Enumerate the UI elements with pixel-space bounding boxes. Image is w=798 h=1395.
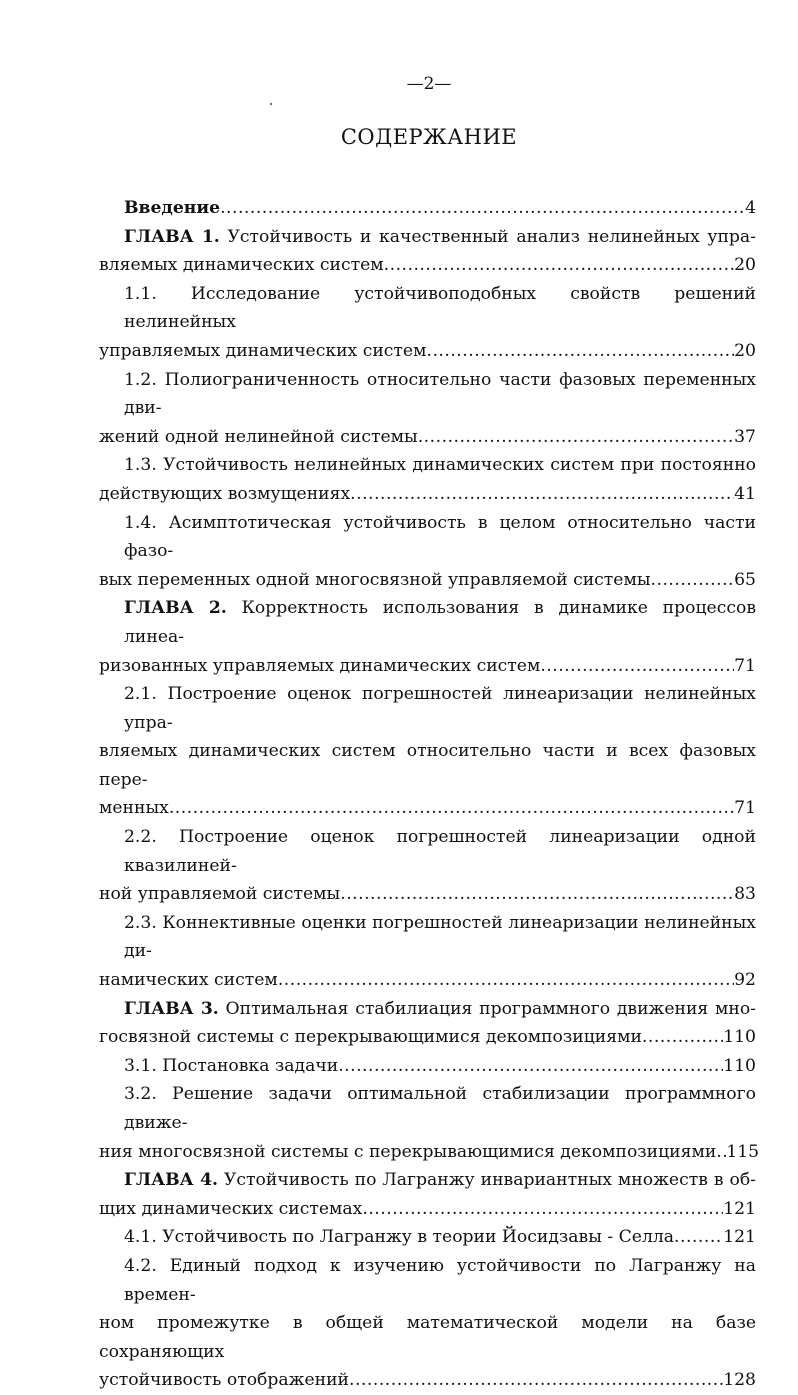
table-of-contents [99,194,760,1395]
toc-entry[interactable] [99,680,756,823]
page-ref: 20 [734,255,756,276]
entry-last-line: намических систем [99,970,278,991]
page-ref: 83 [734,884,756,905]
dot-leader [220,194,745,223]
entry-last-line: 3.1. Постановка задачи [124,1055,339,1076]
dot-leader [674,1223,723,1252]
toc-entry[interactable] [99,223,756,280]
entry-last-line: щих динамических системах [99,1198,363,1219]
page-ref: 20 [734,340,756,361]
entry-text: 4.2. Единый подход к изучению устойчивости по Лагранжу на времен- [124,1255,756,1305]
scan-speck [270,103,272,105]
dot-leader [651,566,735,595]
dot-leader [384,251,734,280]
page-ref: 110 [723,1027,756,1048]
entry-last-line: действующих возмущениях [99,483,351,504]
entry-text: 1.2. Полиограниченность относительно части фазовых переменных дви- [124,369,756,419]
dot-leader [340,880,734,909]
toc-entry[interactable] [99,909,756,995]
page-ref: 71 [734,655,756,676]
entry-text: вляемых динамических систем относительно части и всех фазовых пере- [99,741,756,790]
toc-entry[interactable] [99,194,756,223]
page-ref: 121 [723,1227,756,1248]
page-ref: 115 [726,1141,760,1162]
toc-entry[interactable] [99,1223,756,1252]
dot-leader [418,423,734,452]
entry-last-line: устойчивость отображений [99,1370,349,1391]
entry-text: 1.1. Исследование устойчивоподобных свойств решений нелинейных [124,283,756,333]
toc-entry[interactable] [99,509,756,595]
toc-entry[interactable] [99,1252,756,1395]
chapter-label: ГЛАВА 2. [124,598,227,619]
entry-text: Устойчивость и качественный анализ нелинейных упра- [227,226,756,247]
dot-leader [278,966,734,995]
toc-entry[interactable] [99,280,756,366]
entry-last-line: 4.1. Устойчивость по Лагранжу в теории Йосидзавы - Селла [124,1227,675,1248]
page-ref: 92 [734,970,756,991]
page-number: —2— [406,74,452,94]
entry-text: 2.3. Коннективные оценки погрешностей линеаризации нелинейных ди- [124,912,756,962]
intro-label: Введение [124,198,221,218]
dot-leader [362,1195,723,1224]
dot-leader [716,1138,726,1167]
page-ref: 128 [723,1370,756,1391]
toc-entry[interactable] [99,823,756,909]
entry-text: Оптимальная стабилиация программного движения мно- [225,998,756,1019]
toc-entry[interactable] [99,1052,756,1081]
entry-text: 1.4. Асимптотическая устойчивость в целом относительно части фазо- [124,512,756,562]
page-title: СОДЕРЖАНИЕ [340,125,518,149]
chapter-label: ГЛАВА 3. [124,998,219,1019]
entry-last-line: госвязной системы с перекрывающимися декомпозициями [99,1027,642,1048]
entry-last-line: ния многосвязной системы с перекрывающимися декомпозициями [99,1141,717,1162]
entry-last-line: жений одной нелинейной системы [99,426,418,447]
toc-entry[interactable] [99,995,756,1052]
toc-entry[interactable] [99,1166,756,1223]
entry-text: 2.1. Построение оценок погрешностей линеаризации нелинейных упра- [124,684,756,733]
entry-text: Корректность использования в динамике процессов линеа- [124,598,756,647]
toc-entry[interactable] [99,594,756,680]
page-ref: 121 [723,1198,756,1219]
entry-text: 1.3. Устойчивость нелинейных динамических систем при постоянно [124,455,756,476]
toc-entry[interactable] [99,366,756,452]
dot-leader [540,652,734,681]
entry-last-line: ной управляемой системы [99,884,341,905]
page-ref: 71 [734,798,756,819]
entry-text: 2.2. Построение оценок погрешностей линеаризации одной квазилиней- [124,827,756,876]
entry-text: Устойчивость по Лагранжу инвариантных множеств в об- [224,1170,756,1191]
toc-entry[interactable] [99,451,756,508]
page-ref: 4 [745,198,756,218]
page-ref: 37 [734,426,756,447]
page-ref: 41 [734,483,756,504]
dot-leader [426,337,734,366]
entry-text: ном промежутке в общей математической модели на базе сохраняющих [99,1313,756,1362]
entry-text: 3.2. Решение задачи оптимальной стабилизации программного движе- [124,1084,756,1133]
entry-last-line: менных [99,798,169,819]
dot-leader [350,480,734,509]
entry-last-line: ризованных управляемых динамических систем [99,655,541,676]
entry-last-line: вляемых динамических систем [99,255,384,276]
page-ref: 110 [723,1055,756,1076]
entry-last-line: управляемых динамических систем [99,340,427,361]
dot-leader [169,794,734,823]
chapter-label: ГЛАВА 1. [124,226,220,247]
entry-last-line: вых переменных одной многосвязной управляемой системы [99,569,651,590]
toc-entry[interactable] [99,1080,760,1166]
dot-leader [642,1023,723,1052]
chapter-label: ГЛАВА 4. [124,1170,219,1191]
page-ref: 65 [734,569,756,590]
dot-leader [338,1052,723,1081]
dot-leader [349,1366,723,1395]
